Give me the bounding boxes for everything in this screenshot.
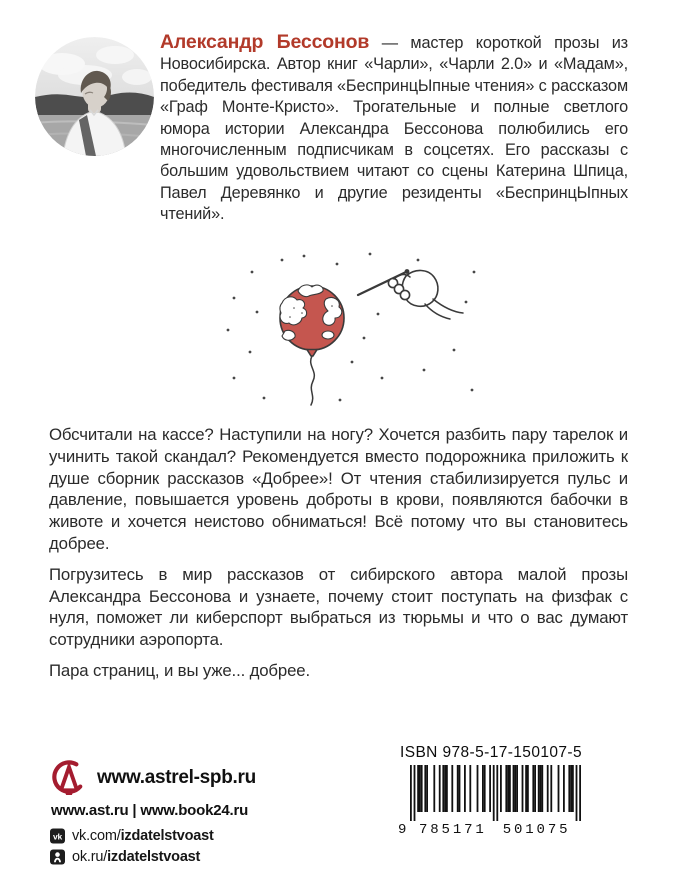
svg-text:9: 9 — [398, 822, 407, 837]
author-bio-text: — мастер короткой прозы из Новосибирска. Автор книг «Чарли», «Чарли 2.0» и «Мадам», победитель фестиваля «БеспринцЫпные чтения» с рассказом «Граф Монте-Кристо». Трогательные и полные светлого юмора истории Александра Бессонова полюбились его многочисленным подписчикам в соцсетях. Его рассказы с большим удовольствием читают со сцены Катерина Шпица, Павел Деревянко и другие резиденты «БеспринцЫпных чтений». — [160, 34, 628, 224]
blurb-paragraph-1: Обсчитали на кассе? Наступили на ногу? Хочется разбить пару тарелок и учинить такой скандал? Рекомендуется вместо подорожника приложить к душе сборник рассказов «Добрее»! От чтения стабилизируется пульс и давление, повышается уровень доброты в крови, появляются бабочки в животе и хочется неистово обниматься! Всё потому что вы становитесь добрее. — [49, 425, 628, 553]
earth-balloon-needle-icon — [222, 250, 487, 412]
svg-text:501075: 501075 — [502, 822, 568, 837]
ean13-barcode — [398, 765, 584, 837]
balloon-knot — [307, 350, 317, 357]
ok-link-row — [50, 849, 256, 865]
author-name: Александр Бессонов — [160, 31, 370, 53]
isbn-block — [398, 744, 584, 837]
svg-text:vk: vk — [52, 831, 63, 842]
publisher-links — [50, 760, 256, 865]
publisher-sites: www.ast.ru | www.book24.ru — [51, 802, 249, 819]
tagline: Пара страниц, и вы уже... добрее. — [49, 660, 310, 680]
author-photo — [35, 37, 154, 156]
hand-with-needle-icon — [358, 269, 463, 319]
ok-icon — [50, 849, 65, 865]
ast-publisher-logo-icon — [50, 760, 88, 796]
earth-balloon-icon — [280, 285, 344, 405]
ok-handle: izdatelstvoast — [107, 849, 201, 865]
vk-url — [72, 828, 214, 844]
balloon-string — [311, 356, 315, 405]
vk-handle: izdatelstvoast — [120, 828, 214, 844]
blurb-paragraph-2: Погрузитесь в мир рассказов от сибирского автора малой прозы Александра Бессонова и узнаете, почему стоит поступать на физфак с нуля, поможет ли киберспорт выбраться из тюрьмы и что о вас думают сотрудники аэропорта. — [49, 564, 628, 650]
astrel-url: www.astrel-spb.ru — [97, 767, 256, 788]
description-section — [49, 424, 628, 691]
author-bio — [160, 32, 628, 226]
ok-url-prefix: ok.ru/ — [72, 849, 108, 865]
balloon-illustration — [222, 250, 487, 412]
author-portrait-image — [35, 37, 154, 156]
isbn-label: ISBN 978-5-17-150107-5 — [400, 744, 582, 761]
vk-icon — [50, 828, 65, 844]
svg-text:785171: 785171 — [419, 822, 484, 837]
vk-url-prefix: vk.com/ — [72, 828, 121, 844]
vk-link-row — [50, 828, 256, 844]
speckle-dots — [227, 253, 476, 402]
ok-url — [72, 849, 200, 865]
